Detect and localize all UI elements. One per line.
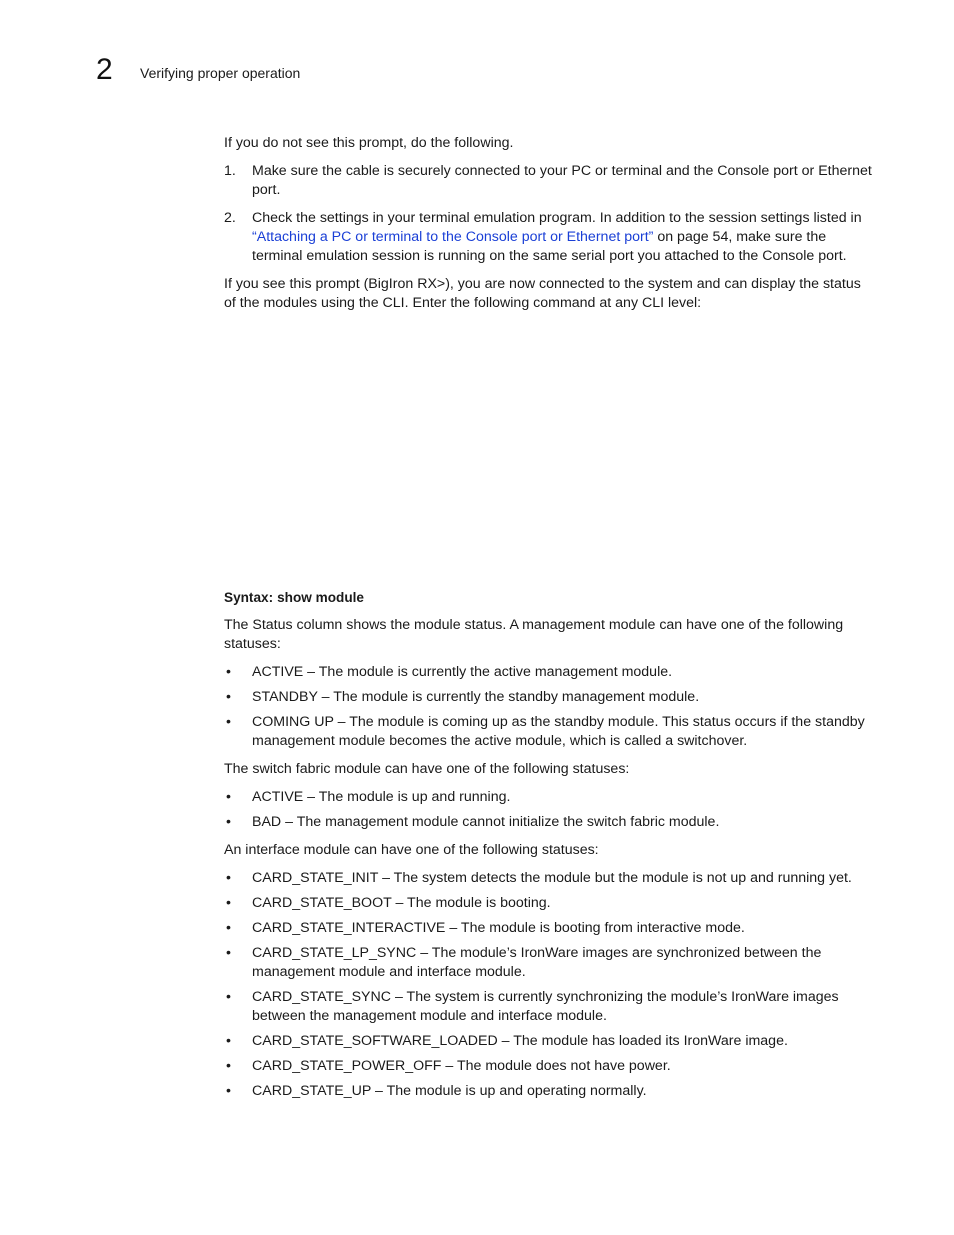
bullet-icon: • <box>226 1083 231 1099</box>
step-text: Make sure the cable is securely connected to your PC or terminal and the Console port or Ethernet port. <box>252 163 872 198</box>
syntax-label: Syntax: <box>224 590 274 605</box>
syntax-line <box>224 588 874 607</box>
intro-paragraph: If you do not see this prompt, do the following. <box>224 135 514 151</box>
command-output-area <box>224 322 874 588</box>
list-item: • CARD_STATE_SYNC – The system is currently synchronizing the module’s IronWare images between the management module and interface module. <box>226 989 839 1024</box>
fabric-intro-paragraph: The switch fabric module can have one of the following statuses: <box>224 761 630 777</box>
list-item: • CARD_STATE_INTERACTIVE – The module is booting from interactive mode. <box>226 920 745 936</box>
status-intro-paragraph: The Status column shows the module status. A management module can have one of the following statuses: <box>224 617 844 652</box>
step-text-pre: Check the settings in your terminal emulation program. In addition to the session settings listed in <box>252 210 862 226</box>
connected-paragraph: If you see this prompt (BigIron RX>), you are now connected to the system and can display the status of the modules using the CLI. Enter the following command at any CLI level: <box>224 276 861 311</box>
management-status-list <box>224 663 874 751</box>
bullet-icon: • <box>226 920 231 936</box>
list-item: • CARD_STATE_SOFTWARE_LOADED – The module has loaded its IronWare image. <box>226 1033 788 1049</box>
bullet-icon: • <box>226 789 231 805</box>
step-text <box>252 209 874 266</box>
chapter-number: 2 <box>96 53 113 86</box>
bullet-icon: • <box>226 814 231 830</box>
bullet-icon: • <box>226 945 231 961</box>
list-item: • CARD_STATE_POWER_OFF – The module does not have power. <box>226 1058 671 1074</box>
list-item: • COMING UP – The module is coming up as the standby module. This status occurs if the standby management module becomes the active module, which is called a switchover. <box>226 714 865 749</box>
step-number: 1. <box>224 163 236 179</box>
step-text-post: on page 54, make sure the terminal emulation session is running on the same serial port you attached to the Console port. <box>252 229 847 264</box>
bullet-icon: • <box>226 714 231 730</box>
list-item: • CARD_STATE_UP – The module is up and operating normally. <box>226 1083 647 1099</box>
page-body <box>224 134 874 1110</box>
bullet-icon: • <box>226 664 231 680</box>
list-item: • ACTIVE – The module is currently the active management module. <box>226 664 673 680</box>
list-item: • CARD_STATE_LP_SYNC – The module’s IronWare images are synchronized between the management module and interface module. <box>226 945 822 980</box>
fabric-status-list <box>224 788 874 832</box>
cross-reference-link[interactable]: “Attaching a PC or terminal to the Console port or Ethernet port” <box>252 229 654 245</box>
step-number: 2. <box>224 210 236 226</box>
bullet-icon: • <box>226 870 231 886</box>
step-item <box>224 162 874 200</box>
chapter-title: Verifying proper operation <box>140 65 301 81</box>
numbered-steps <box>224 162 874 266</box>
interface-status-list <box>224 869 874 1101</box>
list-item: • STANDBY – The module is currently the standby management module. <box>226 689 700 705</box>
bullet-icon: • <box>226 989 231 1005</box>
bullet-icon: • <box>226 1058 231 1074</box>
syntax-command: show module <box>277 590 364 605</box>
bullet-icon: • <box>226 689 231 705</box>
bullet-icon: • <box>226 895 231 911</box>
step-item <box>224 209 874 266</box>
list-item: • CARD_STATE_BOOT – The module is booting. <box>226 895 551 911</box>
interface-intro-paragraph: An interface module can have one of the following statuses: <box>224 842 599 858</box>
list-item: • ACTIVE – The module is up and running. <box>226 789 511 805</box>
list-item: • BAD – The management module cannot initialize the switch fabric module. <box>226 814 720 830</box>
bullet-icon: • <box>226 1033 231 1049</box>
list-item: • CARD_STATE_INIT – The system detects the module but the module is not up and running yet. <box>226 870 852 886</box>
